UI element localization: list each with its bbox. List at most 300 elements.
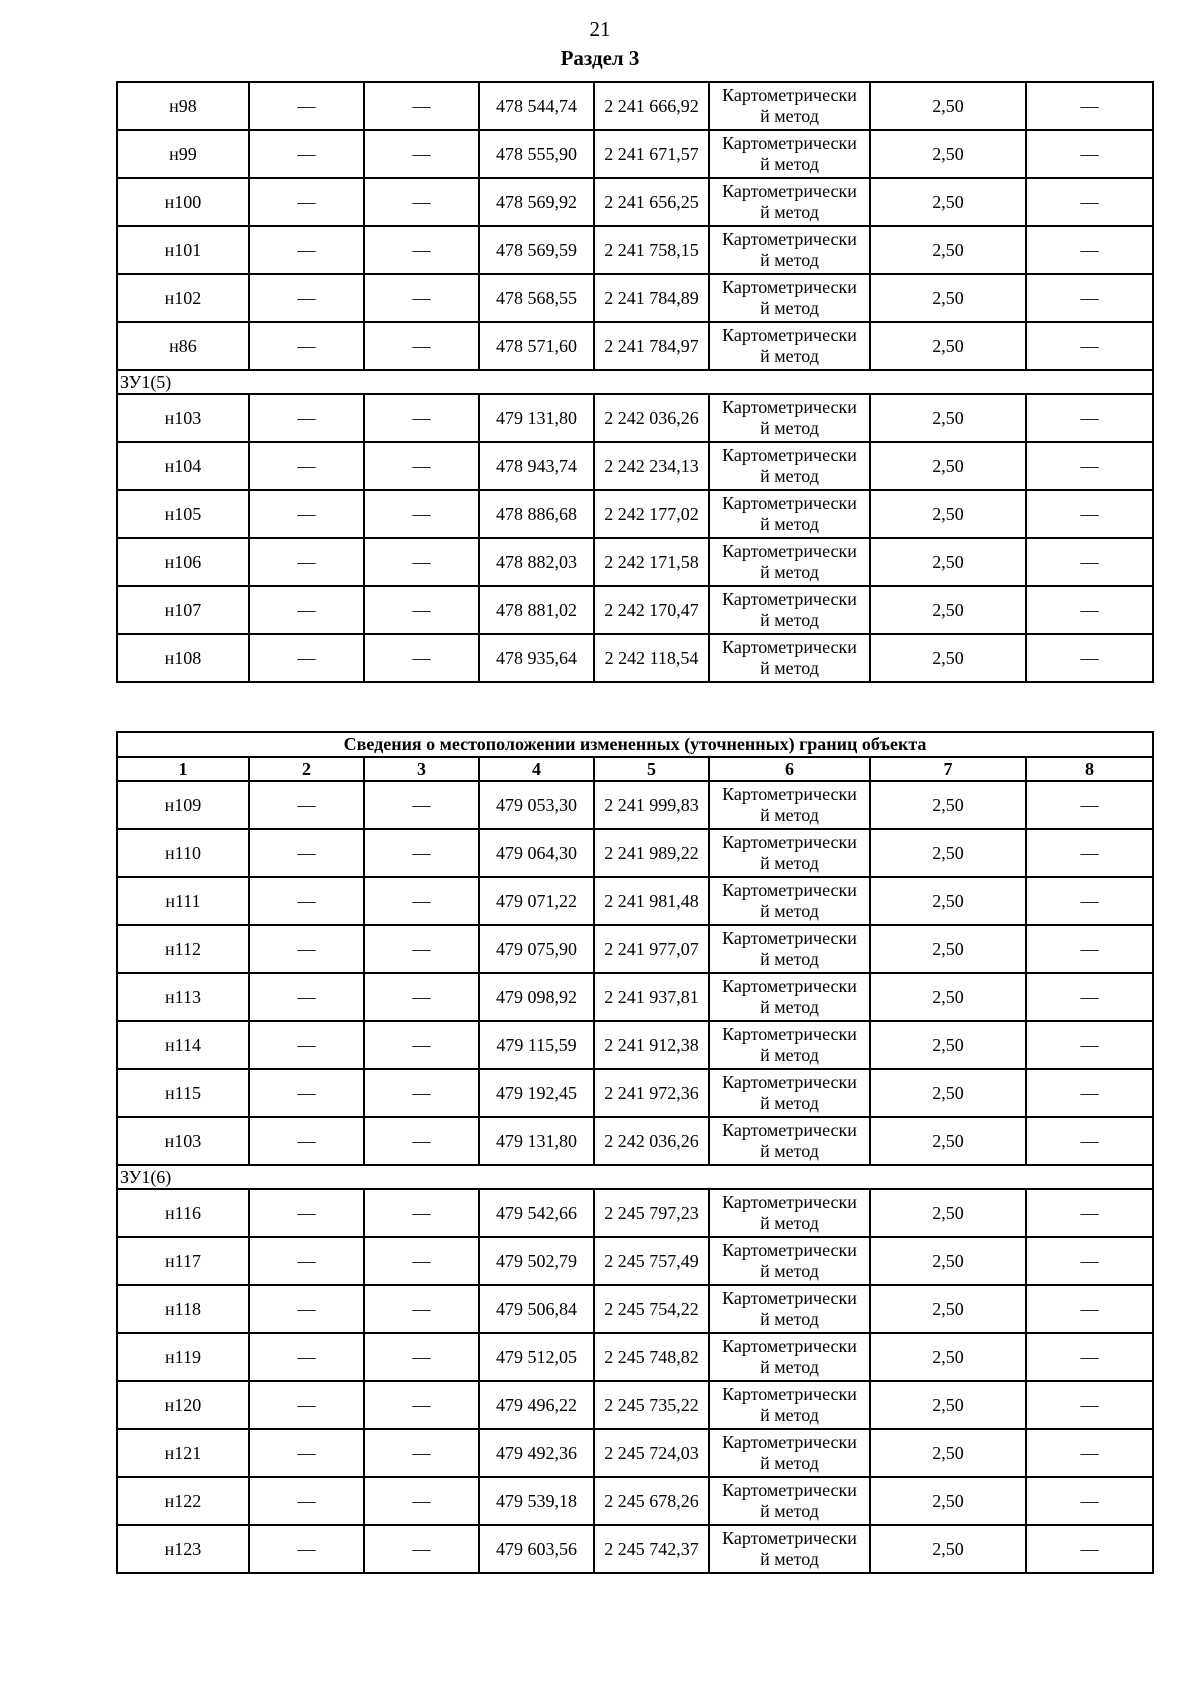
accuracy-cell: 2,50 [870,1525,1026,1573]
table-row [117,538,1153,586]
column-numbers-row [117,757,1153,781]
column-8-cell: — [1026,130,1153,178]
table-row [117,877,1153,925]
accuracy-cell: 2,50 [870,130,1026,178]
method-cell [709,130,870,178]
method-cell [709,394,870,442]
x-coordinate-cell: 478 943,74 [479,442,594,490]
method-text-line: й метод [760,1261,819,1281]
column-2-cell: — [249,1285,364,1333]
column-8-cell: — [1026,973,1153,1021]
column-2-cell: — [249,394,364,442]
method-cell [709,877,870,925]
accuracy-cell: 2,50 [870,634,1026,682]
point-name-cell: н101 [117,226,249,274]
column-number-cell: 4 [479,757,594,781]
coordinates-table-2 [116,731,1154,1574]
y-coordinate-cell: 2 241 758,15 [594,226,709,274]
column-3-cell: — [364,322,479,370]
method-text-line: й метод [760,154,819,174]
y-coordinate-cell: 2 245 757,49 [594,1237,709,1285]
accuracy-cell: 2,50 [870,274,1026,322]
column-number-cell: 8 [1026,757,1153,781]
accuracy-cell: 2,50 [870,1189,1026,1237]
column-8-cell: — [1026,1189,1153,1237]
method-text-line: й метод [760,514,819,534]
table-row [117,442,1153,490]
accuracy-cell: 2,50 [870,1285,1026,1333]
column-3-cell: — [364,829,479,877]
column-2-cell: — [249,274,364,322]
y-coordinate-cell: 2 241 937,81 [594,973,709,1021]
column-number-cell: 3 [364,757,479,781]
x-coordinate-cell: 479 071,22 [479,877,594,925]
table-row [117,925,1153,973]
column-2-cell: — [249,781,364,829]
y-coordinate-cell: 2 245 724,03 [594,1429,709,1477]
method-text-line: Картометрически [722,1072,857,1092]
column-2-cell: — [249,1117,364,1165]
method-cell [709,1525,870,1573]
method-cell [709,1381,870,1429]
column-8-cell: — [1026,1525,1153,1573]
column-3-cell: — [364,1189,479,1237]
accuracy-cell: 2,50 [870,1429,1026,1477]
column-3-cell: — [364,1525,479,1573]
table-row [117,226,1153,274]
column-8-cell: — [1026,1381,1153,1429]
method-text-line: й метод [760,250,819,270]
method-text-line: й метод [760,805,819,825]
column-3-cell: — [364,1069,479,1117]
table-row [117,394,1153,442]
column-8-cell: — [1026,1237,1153,1285]
table-row [117,1429,1153,1477]
y-coordinate-cell: 2 241 977,07 [594,925,709,973]
column-2-cell: — [249,490,364,538]
column-2-cell: — [249,130,364,178]
method-cell [709,1117,870,1165]
group-label: ЗУ1(5) [117,370,1153,394]
column-3-cell: — [364,925,479,973]
point-name-cell: н119 [117,1333,249,1381]
method-text-line: й метод [760,1093,819,1113]
column-2-cell: — [249,1189,364,1237]
method-text-line: Картометрически [722,589,857,609]
method-text-line: й метод [760,418,819,438]
column-8-cell: — [1026,1477,1153,1525]
table-row [117,1333,1153,1381]
column-2-cell: — [249,1525,364,1573]
column-2-cell: — [249,1069,364,1117]
point-name-cell: н118 [117,1285,249,1333]
accuracy-cell: 2,50 [870,1333,1026,1381]
column-3-cell: — [364,178,479,226]
column-8-cell: — [1026,226,1153,274]
accuracy-cell: 2,50 [870,442,1026,490]
column-3-cell: — [364,877,479,925]
method-text-line: Картометрически [722,133,857,153]
table-row [117,1285,1153,1333]
method-text-line: Картометрически [722,277,857,297]
column-number-cell: 5 [594,757,709,781]
y-coordinate-cell: 2 242 177,02 [594,490,709,538]
method-text-line: Картометрически [722,784,857,804]
method-cell [709,586,870,634]
method-text-line: Картометрически [722,181,857,201]
method-text-line: й метод [760,298,819,318]
y-coordinate-cell: 2 245 735,22 [594,1381,709,1429]
point-name-cell: н117 [117,1237,249,1285]
y-coordinate-cell: 2 241 784,97 [594,322,709,370]
method-text-line: й метод [760,610,819,630]
accuracy-cell: 2,50 [870,781,1026,829]
method-text-line: й метод [760,1309,819,1329]
point-name-cell: н114 [117,1021,249,1069]
point-name-cell: н111 [117,877,249,925]
point-name-cell: н109 [117,781,249,829]
method-text-line: Картометрически [722,1384,857,1404]
accuracy-cell: 2,50 [870,394,1026,442]
column-8-cell: — [1026,1069,1153,1117]
column-8-cell: — [1026,829,1153,877]
x-coordinate-cell: 479 492,36 [479,1429,594,1477]
column-number-cell: 1 [117,757,249,781]
method-text-line: й метод [760,1141,819,1161]
table-row [117,829,1153,877]
column-3-cell: — [364,442,479,490]
method-text-line: й метод [760,949,819,969]
column-3-cell: — [364,1333,479,1381]
x-coordinate-cell: 479 131,80 [479,1117,594,1165]
x-coordinate-cell: 479 512,05 [479,1333,594,1381]
column-8-cell: — [1026,394,1153,442]
method-cell [709,274,870,322]
y-coordinate-cell: 2 241 784,89 [594,274,709,322]
x-coordinate-cell: 478 935,64 [479,634,594,682]
method-cell [709,1477,870,1525]
x-coordinate-cell: 479 115,59 [479,1021,594,1069]
table-row [117,274,1153,322]
accuracy-cell: 2,50 [870,490,1026,538]
x-coordinate-cell: 479 506,84 [479,1285,594,1333]
point-name-cell: н121 [117,1429,249,1477]
table-row [117,130,1153,178]
method-text-line: Картометрически [722,1336,857,1356]
column-2-cell: — [249,1381,364,1429]
y-coordinate-cell: 2 242 170,47 [594,586,709,634]
column-2-cell: — [249,1237,364,1285]
accuracy-cell: 2,50 [870,829,1026,877]
column-2-cell: — [249,322,364,370]
point-name-cell: н103 [117,394,249,442]
method-cell [709,178,870,226]
column-8-cell: — [1026,586,1153,634]
column-2-cell: — [249,634,364,682]
accuracy-cell: 2,50 [870,226,1026,274]
column-2-cell: — [249,1333,364,1381]
column-3-cell: — [364,1021,479,1069]
column-number-cell: 6 [709,757,870,781]
table-row [117,1021,1153,1069]
column-8-cell: — [1026,274,1153,322]
point-name-cell: н110 [117,829,249,877]
group-header-row [117,370,1153,394]
table-row [117,586,1153,634]
method-text-line: Картометрически [722,637,857,657]
y-coordinate-cell: 2 242 118,54 [594,634,709,682]
point-name-cell: н99 [117,130,249,178]
method-cell [709,82,870,130]
accuracy-cell: 2,50 [870,1477,1026,1525]
column-2-cell: — [249,973,364,1021]
column-3-cell: — [364,274,479,322]
table-row [117,1381,1153,1429]
accuracy-cell: 2,50 [870,1021,1026,1069]
y-coordinate-cell: 2 241 981,48 [594,877,709,925]
accuracy-cell: 2,50 [870,877,1026,925]
group-header-row [117,1165,1153,1189]
method-text-line: й метод [760,466,819,486]
point-name-cell: н108 [117,634,249,682]
x-coordinate-cell: 478 571,60 [479,322,594,370]
method-text-line: Картометрически [722,493,857,513]
x-coordinate-cell: 478 569,59 [479,226,594,274]
point-name-cell: н103 [117,1117,249,1165]
y-coordinate-cell: 2 241 656,25 [594,178,709,226]
method-text-line: Картометрически [722,1120,857,1140]
method-text-line: й метод [760,997,819,1017]
point-name-cell: н107 [117,586,249,634]
column-number-cell: 2 [249,757,364,781]
method-text-line: й метод [760,1501,819,1521]
column-8-cell: — [1026,442,1153,490]
accuracy-cell: 2,50 [870,925,1026,973]
column-2-cell: — [249,442,364,490]
y-coordinate-cell: 2 245 754,22 [594,1285,709,1333]
column-8-cell: — [1026,538,1153,586]
accuracy-cell: 2,50 [870,586,1026,634]
x-coordinate-cell: 479 502,79 [479,1237,594,1285]
x-coordinate-cell: 479 539,18 [479,1477,594,1525]
accuracy-cell: 2,50 [870,538,1026,586]
column-8-cell: — [1026,490,1153,538]
accuracy-cell: 2,50 [870,322,1026,370]
method-text-line: Картометрически [722,1024,857,1044]
y-coordinate-cell: 2 245 678,26 [594,1477,709,1525]
column-3-cell: — [364,634,479,682]
method-text-line: Картометрически [722,832,857,852]
x-coordinate-cell: 478 544,74 [479,82,594,130]
method-cell [709,538,870,586]
method-text-line: й метод [760,562,819,582]
accuracy-cell: 2,50 [870,1381,1026,1429]
column-8-cell: — [1026,1429,1153,1477]
method-text-line: Картометрически [722,1192,857,1212]
method-text-line: Картометрически [722,541,857,561]
y-coordinate-cell: 2 245 742,37 [594,1525,709,1573]
x-coordinate-cell: 479 053,30 [479,781,594,829]
column-3-cell: — [364,82,479,130]
x-coordinate-cell: 478 555,90 [479,130,594,178]
column-8-cell: — [1026,322,1153,370]
table-row [117,322,1153,370]
point-name-cell: н98 [117,82,249,130]
method-cell [709,925,870,973]
column-2-cell: — [249,1429,364,1477]
column-2-cell: — [249,538,364,586]
method-text-line: й метод [760,658,819,678]
method-text-line: Картометрически [722,1528,857,1548]
method-cell [709,634,870,682]
x-coordinate-cell: 478 882,03 [479,538,594,586]
y-coordinate-cell: 2 241 666,92 [594,82,709,130]
page-number: 21 [589,17,611,41]
y-coordinate-cell: 2 245 797,23 [594,1189,709,1237]
point-name-cell: н116 [117,1189,249,1237]
y-coordinate-cell: 2 241 912,38 [594,1021,709,1069]
method-cell [709,1237,870,1285]
x-coordinate-cell: 479 075,90 [479,925,594,973]
x-coordinate-cell: 478 886,68 [479,490,594,538]
method-text-line: й метод [760,1453,819,1473]
column-8-cell: — [1026,634,1153,682]
x-coordinate-cell: 478 569,92 [479,178,594,226]
x-coordinate-cell: 478 568,55 [479,274,594,322]
column-3-cell: — [364,226,479,274]
method-cell [709,1333,870,1381]
table-row [117,973,1153,1021]
column-3-cell: — [364,1237,479,1285]
method-text-line: й метод [760,1213,819,1233]
column-2-cell: — [249,178,364,226]
column-3-cell: — [364,1117,479,1165]
x-coordinate-cell: 479 098,92 [479,973,594,1021]
column-2-cell: — [249,82,364,130]
x-coordinate-cell: 479 496,22 [479,1381,594,1429]
accuracy-cell: 2,50 [870,1237,1026,1285]
accuracy-cell: 2,50 [870,973,1026,1021]
column-2-cell: — [249,226,364,274]
y-coordinate-cell: 2 242 171,58 [594,538,709,586]
method-text-line: Картометрически [722,1480,857,1500]
table-row [117,1477,1153,1525]
point-name-cell: н123 [117,1525,249,1573]
method-text-line: й метод [760,1045,819,1065]
column-2-cell: — [249,1021,364,1069]
y-coordinate-cell: 2 242 036,26 [594,394,709,442]
table-row [117,1237,1153,1285]
method-text-line: Картометрически [722,880,857,900]
point-name-cell: н102 [117,274,249,322]
x-coordinate-cell: 479 542,66 [479,1189,594,1237]
x-coordinate-cell: 479 131,80 [479,394,594,442]
column-3-cell: — [364,1285,479,1333]
column-8-cell: — [1026,1285,1153,1333]
column-3-cell: — [364,490,479,538]
method-cell [709,973,870,1021]
method-text-line: й метод [760,202,819,222]
method-cell [709,1021,870,1069]
method-text-line: Картометрически [722,325,857,345]
method-text-line: й метод [760,853,819,873]
point-name-cell: н113 [117,973,249,1021]
method-cell [709,1069,870,1117]
y-coordinate-cell: 2 241 671,57 [594,130,709,178]
column-number-cell: 7 [870,757,1026,781]
table-row [117,1069,1153,1117]
column-3-cell: — [364,130,479,178]
method-cell [709,781,870,829]
method-text-line: Картометрически [722,445,857,465]
point-name-cell: н86 [117,322,249,370]
point-name-cell: н120 [117,1381,249,1429]
method-text-line: Картометрически [722,1288,857,1308]
table-row [117,1189,1153,1237]
x-coordinate-cell: 478 881,02 [479,586,594,634]
y-coordinate-cell: 2 245 748,82 [594,1333,709,1381]
coordinates-table-2-body [117,732,1153,1573]
method-text-line: й метод [760,1405,819,1425]
column-2-cell: — [249,925,364,973]
column-8-cell: — [1026,82,1153,130]
accuracy-cell: 2,50 [870,1069,1026,1117]
method-text-line: й метод [760,346,819,366]
accuracy-cell: 2,50 [870,82,1026,130]
y-coordinate-cell: 2 242 234,13 [594,442,709,490]
coordinates-table-1 [116,81,1154,683]
group-label: ЗУ1(6) [117,1165,1153,1189]
y-coordinate-cell: 2 241 972,36 [594,1069,709,1117]
method-text-line: Картометрически [722,229,857,249]
point-name-cell: н105 [117,490,249,538]
point-name-cell: н122 [117,1477,249,1525]
accuracy-cell: 2,50 [870,178,1026,226]
table-row [117,781,1153,829]
column-8-cell: — [1026,925,1153,973]
method-cell [709,1189,870,1237]
method-cell [709,490,870,538]
method-cell [709,442,870,490]
column-8-cell: — [1026,877,1153,925]
accuracy-cell: 2,50 [870,1117,1026,1165]
method-cell [709,1429,870,1477]
table-row [117,1117,1153,1165]
column-8-cell: — [1026,1117,1153,1165]
column-3-cell: — [364,586,479,634]
section-title: Раздел 3 [560,46,640,70]
method-text-line: Картометрически [722,976,857,996]
column-8-cell: — [1026,1333,1153,1381]
y-coordinate-cell: 2 242 036,26 [594,1117,709,1165]
table-row [117,634,1153,682]
table-row [117,82,1153,130]
method-cell [709,829,870,877]
column-3-cell: — [364,1381,479,1429]
x-coordinate-cell: 479 192,45 [479,1069,594,1117]
column-2-cell: — [249,1477,364,1525]
table-row [117,1525,1153,1573]
method-text-line: Картометрически [722,1432,857,1452]
column-2-cell: — [249,877,364,925]
column-3-cell: — [364,1429,479,1477]
point-name-cell: н106 [117,538,249,586]
column-3-cell: — [364,973,479,1021]
method-text-line: Картометрически [722,1240,857,1260]
method-cell [709,322,870,370]
column-8-cell: — [1026,781,1153,829]
method-text-line: й метод [760,106,819,126]
